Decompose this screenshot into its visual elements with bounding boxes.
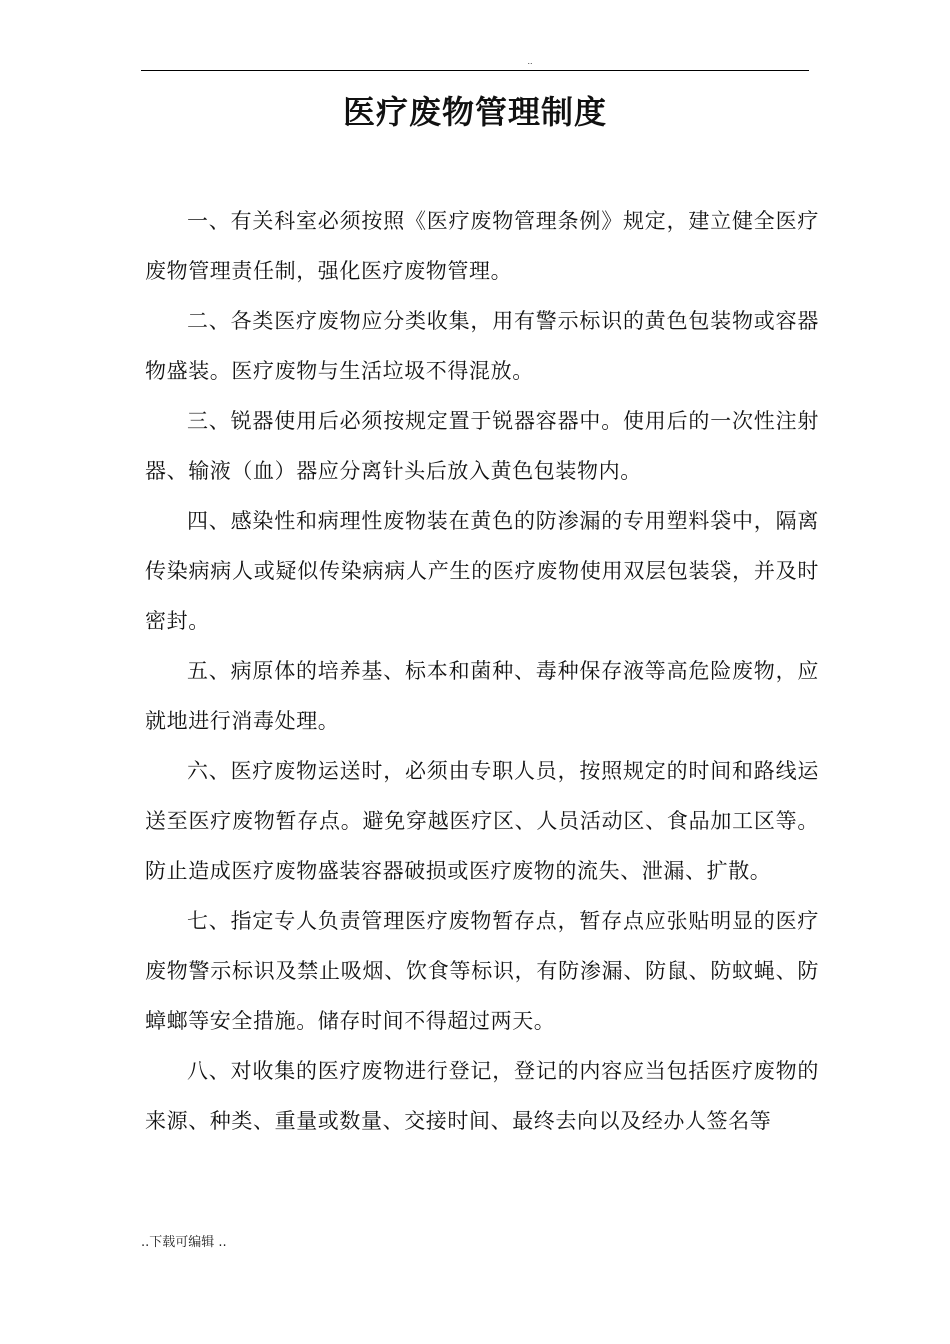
- header-rule: [141, 70, 809, 71]
- paragraph-3: 三、锐器使用后必须按规定置于锐器容器中。使用后的一次性注射器、输液（血）器应分离针头后放入黄色包装物内。: [145, 409, 819, 483]
- paragraph-5: 五、病原体的培养基、标本和菌种、毒种保存液等高危险废物，应就地进行消毒处理。: [145, 659, 819, 733]
- footer-note: ..下载可编辑 ..: [141, 1235, 227, 1250]
- header-marker: ..: [527, 56, 533, 66]
- paragraph-6: 六、医疗废物运送时，必须由专职人员，按照规定的时间和路线运送至医疗废物暂存点。避免穿越医疗区、人员活动区、食品加工区等。防止造成医疗废物盛装容器破损或医疗废物的流失、泄漏、扩散。: [145, 759, 819, 883]
- document-body: [145, 196, 819, 1146]
- paragraph-2: 二、各类医疗废物应分类收集，用有警示标识的黄色包装物或容器物盛装。医疗废物与生活垃圾不得混放。: [145, 309, 819, 383]
- paragraph-7: 七、指定专人负责管理医疗废物暂存点，暂存点应张贴明显的医疗废物警示标识及禁止吸烟、饮食等标识，有防渗漏、防鼠、防蚊蝇、防蟑螂等安全措施。储存时间不得超过两天。: [145, 909, 819, 1033]
- document-title: 医疗废物管理制度: [342, 93, 607, 131]
- paragraph-1: 一、有关科室必须按照《医疗废物管理条例》规定，建立健全医疗废物管理责任制，强化医疗废物管理。: [145, 209, 819, 283]
- paragraph-4: 四、感染性和病理性废物装在黄色的防渗漏的专用塑料袋中，隔离传染病病人或疑似传染病病人产生的医疗废物使用双层包装袋，并及时密封。: [145, 509, 819, 633]
- paragraph-8: 八、对收集的医疗废物进行登记，登记的内容应当包括医疗废物的来源、种类、重量或数量、交接时间、最终去向以及经办人签名等: [145, 1059, 819, 1133]
